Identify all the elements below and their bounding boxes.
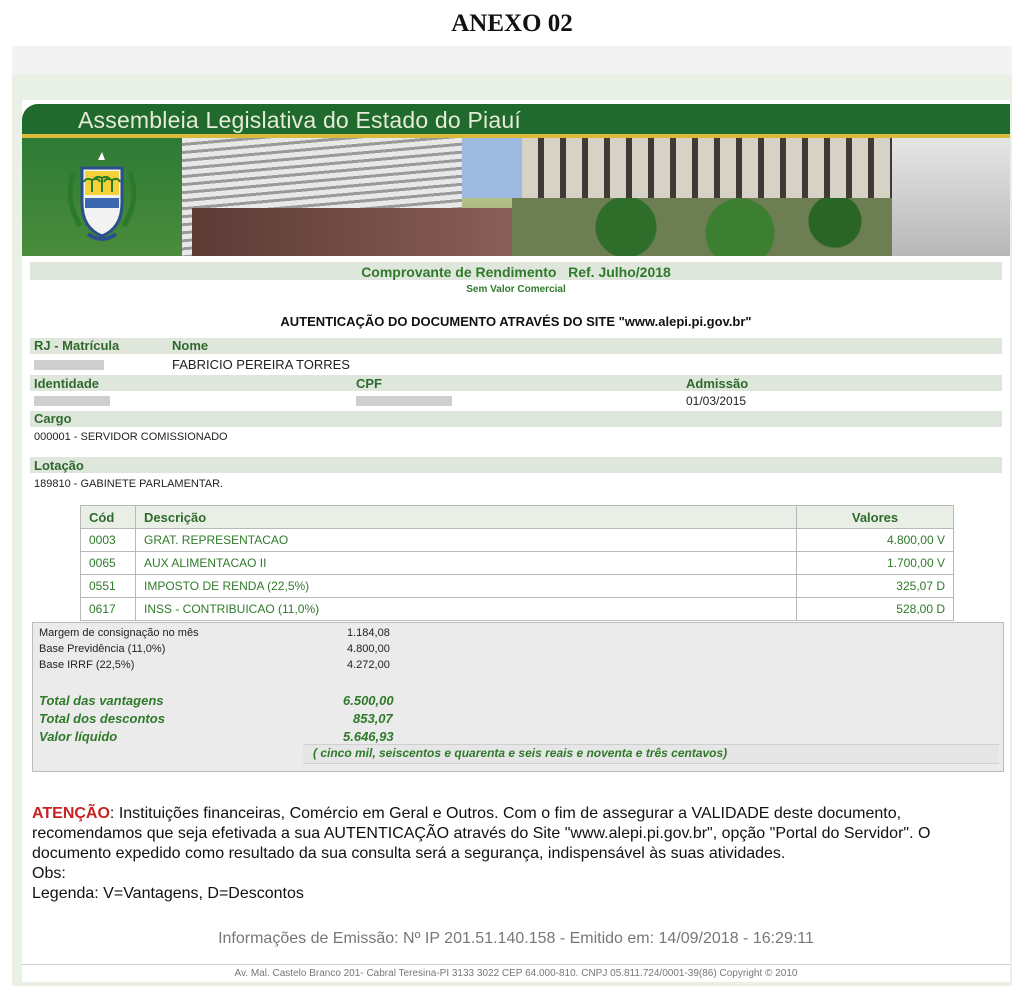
total-descontos-label: Total dos descontos [39, 711, 165, 726]
base-irrf-label: Base IRRF (22,5%) [39, 659, 135, 671]
employee-name: FABRICIO PEREIRA TORRES [172, 357, 350, 372]
attention-notice [32, 804, 1007, 904]
photo-reflecting-pool [192, 208, 512, 256]
base-previdencia-value: 4.800,00 [347, 643, 390, 655]
identidade-redacted [34, 396, 110, 406]
amount-in-words-bar [303, 744, 999, 764]
document-ref: Ref. Julho/2018 [568, 264, 671, 280]
admissao-value: 01/03/2015 [686, 394, 747, 408]
cpf-label: CPF [356, 376, 382, 391]
building-photo [22, 138, 1010, 256]
margem-label: Margem de consignação no mês [39, 627, 199, 639]
authentication-line: AUTENTICAÇÃO DO DOCUMENTO ATRAVÉS DO SITE "www.alepi.pi.gov.br" [280, 314, 752, 329]
attention-text: : Instituições financeiras, Comércio em Geral e Outros. Com o fim de assegurar a VALIDADE deste documento, recomendamos que seja efetivada a sua AUTENTICAÇÃO através do Site "www.alepi.pi.gov.br", opção "Portal do Servidor". O documento expedido como resultado da sua consulta será a segurança, indispensável às suas atividades. [32, 805, 931, 862]
base-previdencia-label: Base Previdência (11,0%) [39, 643, 166, 655]
header-cod: Cód [81, 506, 136, 529]
photo-trees [512, 198, 892, 256]
footer-divider [22, 964, 1010, 965]
cargo-label: Cargo [34, 411, 72, 426]
row-descricao: IMPOSTO DE RENDA (22,5%) [136, 575, 797, 598]
table-row [81, 598, 954, 621]
nome-label: Nome [172, 338, 209, 353]
document-title-line [22, 264, 1010, 280]
institution-name: Assembleia Legislativa do Estado do Piauí [78, 107, 521, 133]
identidade-label: Identidade [34, 376, 100, 391]
matricula-redacted [34, 360, 104, 370]
top-strip [12, 46, 1012, 74]
annex-title: ANEXO 02 [451, 10, 573, 37]
photo-right-building [892, 138, 1010, 256]
document-page [22, 100, 1010, 982]
table-row [81, 552, 954, 575]
lotacao-bar [30, 457, 1002, 473]
row-descricao: INSS - CONTRIBUICAO (11,0%) [136, 598, 797, 621]
row-valor: 1.700,00 V [797, 552, 954, 575]
row-cod: 0617 [81, 598, 136, 621]
attention-label: ATENÇÃO [32, 805, 110, 822]
earnings-table [80, 505, 954, 621]
row-valor: 4.800,00 V [797, 529, 954, 552]
valor-liquido-label: Valor líquido [39, 729, 118, 744]
row-valor: 325,07 D [797, 575, 954, 598]
row-cod: 0003 [81, 529, 136, 552]
row-valor: 528,00 D [797, 598, 954, 621]
cpf-redacted [356, 396, 452, 406]
emission-info: Informações de Emissão: Nº IP 201.51.140.158 - Emitido em: 14/09/2018 - 16:29:11 [218, 930, 814, 947]
total-vantagens-label: Total das vantagens [39, 693, 164, 708]
table-header-row [81, 506, 954, 529]
lotacao-value: 189810 - GABINETE PARLAMENTAR. [34, 478, 224, 490]
row-cod: 0551 [81, 575, 136, 598]
footer-address: Av. Mal. Castelo Branco 201- Cabral Teresina-PI 3133 3022 CEP 64.000-810. CNPJ 05.811.724/0001-39(86) Copyright © 2010 [234, 968, 798, 979]
document-subtitle: Sem Valor Comercial [466, 284, 566, 295]
total-descontos-value: 853,07 [353, 711, 393, 726]
state-crest-icon [52, 148, 152, 248]
identity-bar [30, 375, 1002, 391]
base-irrf-value: 4.272,00 [347, 659, 390, 671]
cargo-value: 000001 - SERVIDOR COMISSIONADO [34, 431, 228, 443]
table-row [81, 575, 954, 598]
obs-label: Obs: [32, 865, 66, 882]
table-row [81, 529, 954, 552]
margem-value: 1.184,08 [347, 627, 390, 639]
header-descricao: Descrição [136, 506, 797, 529]
row-descricao: GRAT. REPRESENTACAO [136, 529, 797, 552]
matricula-label: RJ - Matrícula [34, 338, 120, 353]
row-cod: 0065 [81, 552, 136, 575]
document-title: Comprovante de Rendimento [361, 264, 557, 280]
banner-header [22, 104, 1010, 136]
legend-text: Legenda: V=Vantagens, D=Descontos [32, 885, 304, 902]
total-vantagens-value: 6.500,00 [343, 693, 394, 708]
row-descricao: AUX ALIMENTACAO II [136, 552, 797, 575]
valor-liquido-value: 5.646,93 [343, 729, 394, 744]
summary-panel [32, 622, 1004, 772]
admissao-label: Admissão [686, 376, 749, 391]
header-valores: Valores [797, 506, 954, 529]
cargo-bar [30, 411, 1002, 427]
lotacao-label: Lotação [34, 458, 84, 473]
amount-in-words: ( cinco mil, seiscentos e quarenta e seis reais e noventa e três centavos) [313, 746, 728, 760]
